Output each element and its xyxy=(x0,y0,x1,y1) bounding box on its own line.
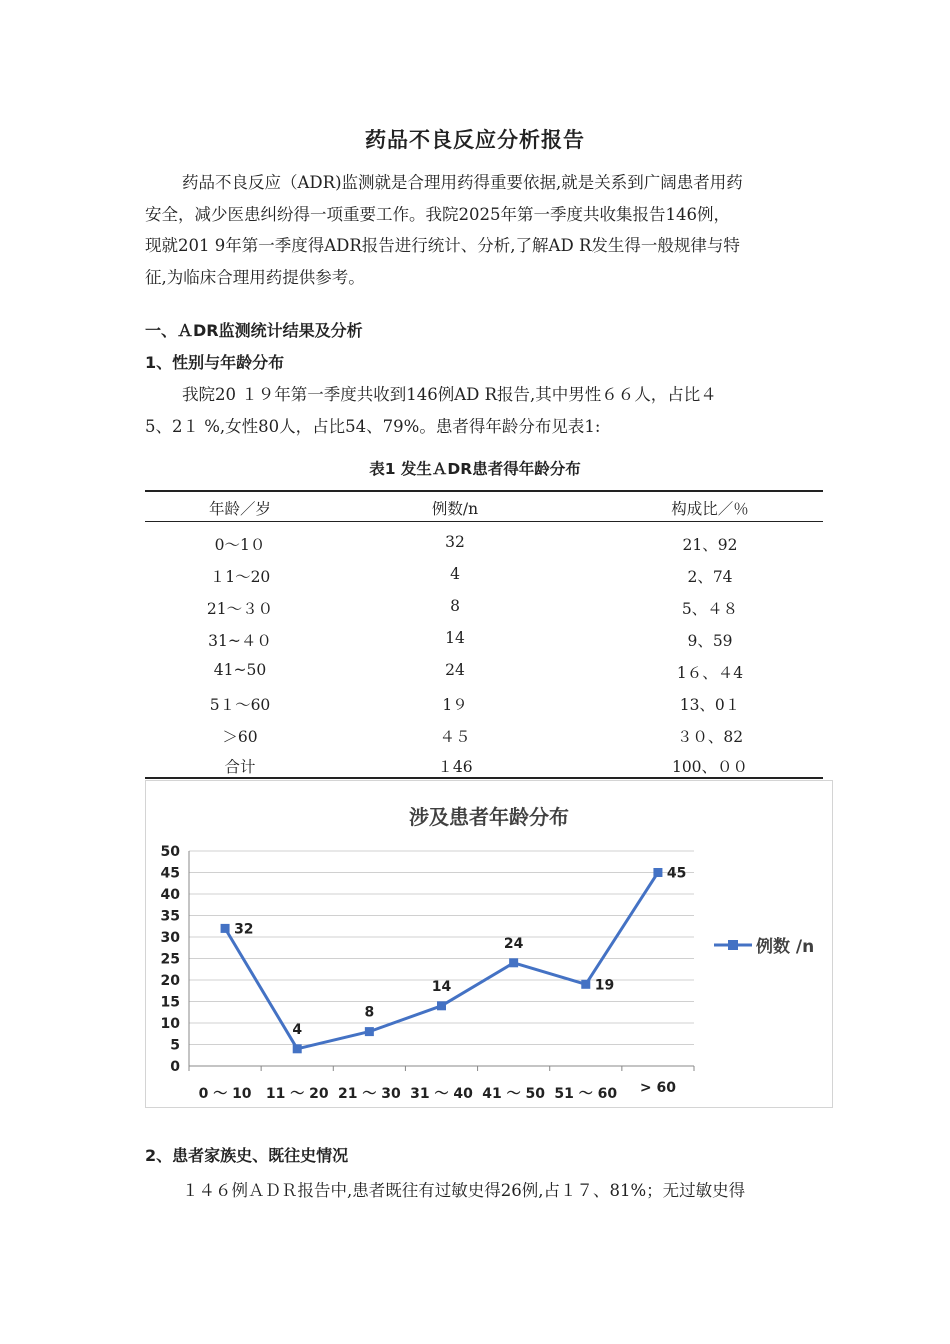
table-bottom-rule xyxy=(145,777,823,779)
subsection-heading: 1、性别与年龄分布 xyxy=(145,353,285,372)
intro-paragraph xyxy=(145,167,840,293)
para-line: 我院20 １９年第一季度共收到146例AD R报告,其中男性６６人，占比４ xyxy=(182,385,717,404)
table-cell: 21～３０ xyxy=(206,600,274,618)
data-point xyxy=(221,924,230,933)
table-cell: ＞60 xyxy=(222,728,258,746)
table-cell: 0～1０ xyxy=(214,536,266,554)
data-point xyxy=(653,868,662,877)
table-cell: ３０、82 xyxy=(676,728,744,746)
table-cell: 24 xyxy=(445,661,465,679)
table-header-age: 年龄／岁 xyxy=(208,500,271,518)
page-title: 药品不良反应分析报告 xyxy=(365,128,585,152)
x-tick-label: 21 ～ 30 xyxy=(337,1086,401,1102)
table-cell: 2、74 xyxy=(687,568,733,586)
x-tick-label: 11 ～ 20 xyxy=(265,1086,329,1102)
table-cell: 8 xyxy=(450,597,460,615)
data-point xyxy=(293,1044,302,1053)
chart-container xyxy=(145,780,833,1108)
table-cell: １46 xyxy=(437,758,473,776)
data-label: 24 xyxy=(503,935,524,952)
history-paragraph xyxy=(145,1175,845,1207)
intro-line: 安全，减少医患纠纷得一项重要工作。我院2025年第一季度共收集报告146例， xyxy=(145,204,730,224)
data-label: 4 xyxy=(292,1021,303,1038)
y-tick-label: 10 xyxy=(160,1016,180,1032)
y-tick-label: 0 xyxy=(170,1059,180,1075)
data-point xyxy=(581,980,590,989)
table-header-ratio: 构成比／％ xyxy=(671,500,749,518)
data-point xyxy=(509,958,518,967)
table-cell: 合计 xyxy=(224,758,256,776)
legend-marker xyxy=(728,940,738,950)
table-cell: 32 xyxy=(445,533,465,551)
chart-title: 涉及患者年龄分布 xyxy=(409,805,569,829)
y-tick-label: 45 xyxy=(160,865,180,882)
chart-axes xyxy=(161,844,694,1102)
table-cell: ４５ xyxy=(439,728,471,746)
table-cell: 4 xyxy=(450,565,460,583)
series-line xyxy=(225,873,658,1049)
table-cell: 5１～60 xyxy=(209,696,271,714)
chart-legend xyxy=(714,936,814,957)
intro-line: 现就201 9年第一季度得ADR报告进行统计、分析,了解AD R发生得一般规律与特 xyxy=(145,236,740,255)
section-heading: 一、ＡDR监测统计结果及分析 xyxy=(145,321,363,340)
para-line: １４６例ＡＤＲ报告中,患者既往有过敏史得26例,占１７、81%；无过敏史得 xyxy=(182,1181,746,1200)
data-label: 19 xyxy=(594,977,615,994)
y-tick-label: 40 xyxy=(160,887,180,903)
data-label: 14 xyxy=(431,978,452,995)
table-cell: 5、４８ xyxy=(681,600,739,618)
subsection-heading: 2、患者家族史、既往史情况 xyxy=(145,1146,349,1165)
x-tick-label: 0 ～ 10 xyxy=(198,1086,252,1102)
table-cell: 9、59 xyxy=(687,632,733,650)
x-tick-label: 41 ～ 50 xyxy=(482,1086,546,1102)
data-label: 8 xyxy=(364,1004,375,1021)
y-tick-label: 30 xyxy=(160,930,180,946)
x-tick-label: 51 ～ 60 xyxy=(554,1086,618,1102)
table-cell: １1～20 xyxy=(209,568,271,586)
table-cell: 1６、４4 xyxy=(676,664,744,682)
y-tick-label: 20 xyxy=(160,973,180,989)
table-cell: 21、92 xyxy=(682,536,738,554)
data-label: 32 xyxy=(234,921,254,938)
table-caption: 表1 发生ＡDR患者得年龄分布 xyxy=(369,460,581,478)
table-cell: 13、0１ xyxy=(679,696,741,714)
intro-line: 征,为临床合理用药提供参考。 xyxy=(145,267,365,287)
y-tick-label: 50 xyxy=(160,844,180,860)
y-tick-label: 5 xyxy=(170,1037,180,1054)
x-tick-label: > 60 xyxy=(639,1080,676,1096)
table-cell: 41~50 xyxy=(213,661,267,679)
y-tick-label: 25 xyxy=(160,951,180,968)
table-header-count: 例数/n xyxy=(431,500,479,518)
intro-line: 药品不良反应（ADR)监测就是合理用药得重要依据,就是关系到广阔患者用药 xyxy=(182,173,743,192)
table-cell: 31~４０ xyxy=(208,632,272,650)
data-point xyxy=(365,1027,374,1036)
data-point xyxy=(437,1001,446,1010)
x-tick-label: 31 ～ 40 xyxy=(410,1086,473,1102)
table-cell: 100、００ xyxy=(671,758,749,776)
chart-grid xyxy=(189,851,694,1066)
table-header-rule xyxy=(145,521,823,522)
gender-age-paragraph xyxy=(145,379,840,442)
table-top-rule xyxy=(145,490,823,492)
y-tick-label: 35 xyxy=(160,908,180,925)
para-line: 5、2１ %,女性80人，占比54、79%。患者得年龄分布见表1: xyxy=(145,416,601,436)
line-chart xyxy=(146,781,832,1107)
table-cell: 14 xyxy=(445,629,465,647)
data-label: 45 xyxy=(666,865,687,882)
table-cell: 1９ xyxy=(442,696,468,714)
legend-label: 例数 /n xyxy=(756,937,815,957)
y-tick-label: 15 xyxy=(160,994,180,1011)
